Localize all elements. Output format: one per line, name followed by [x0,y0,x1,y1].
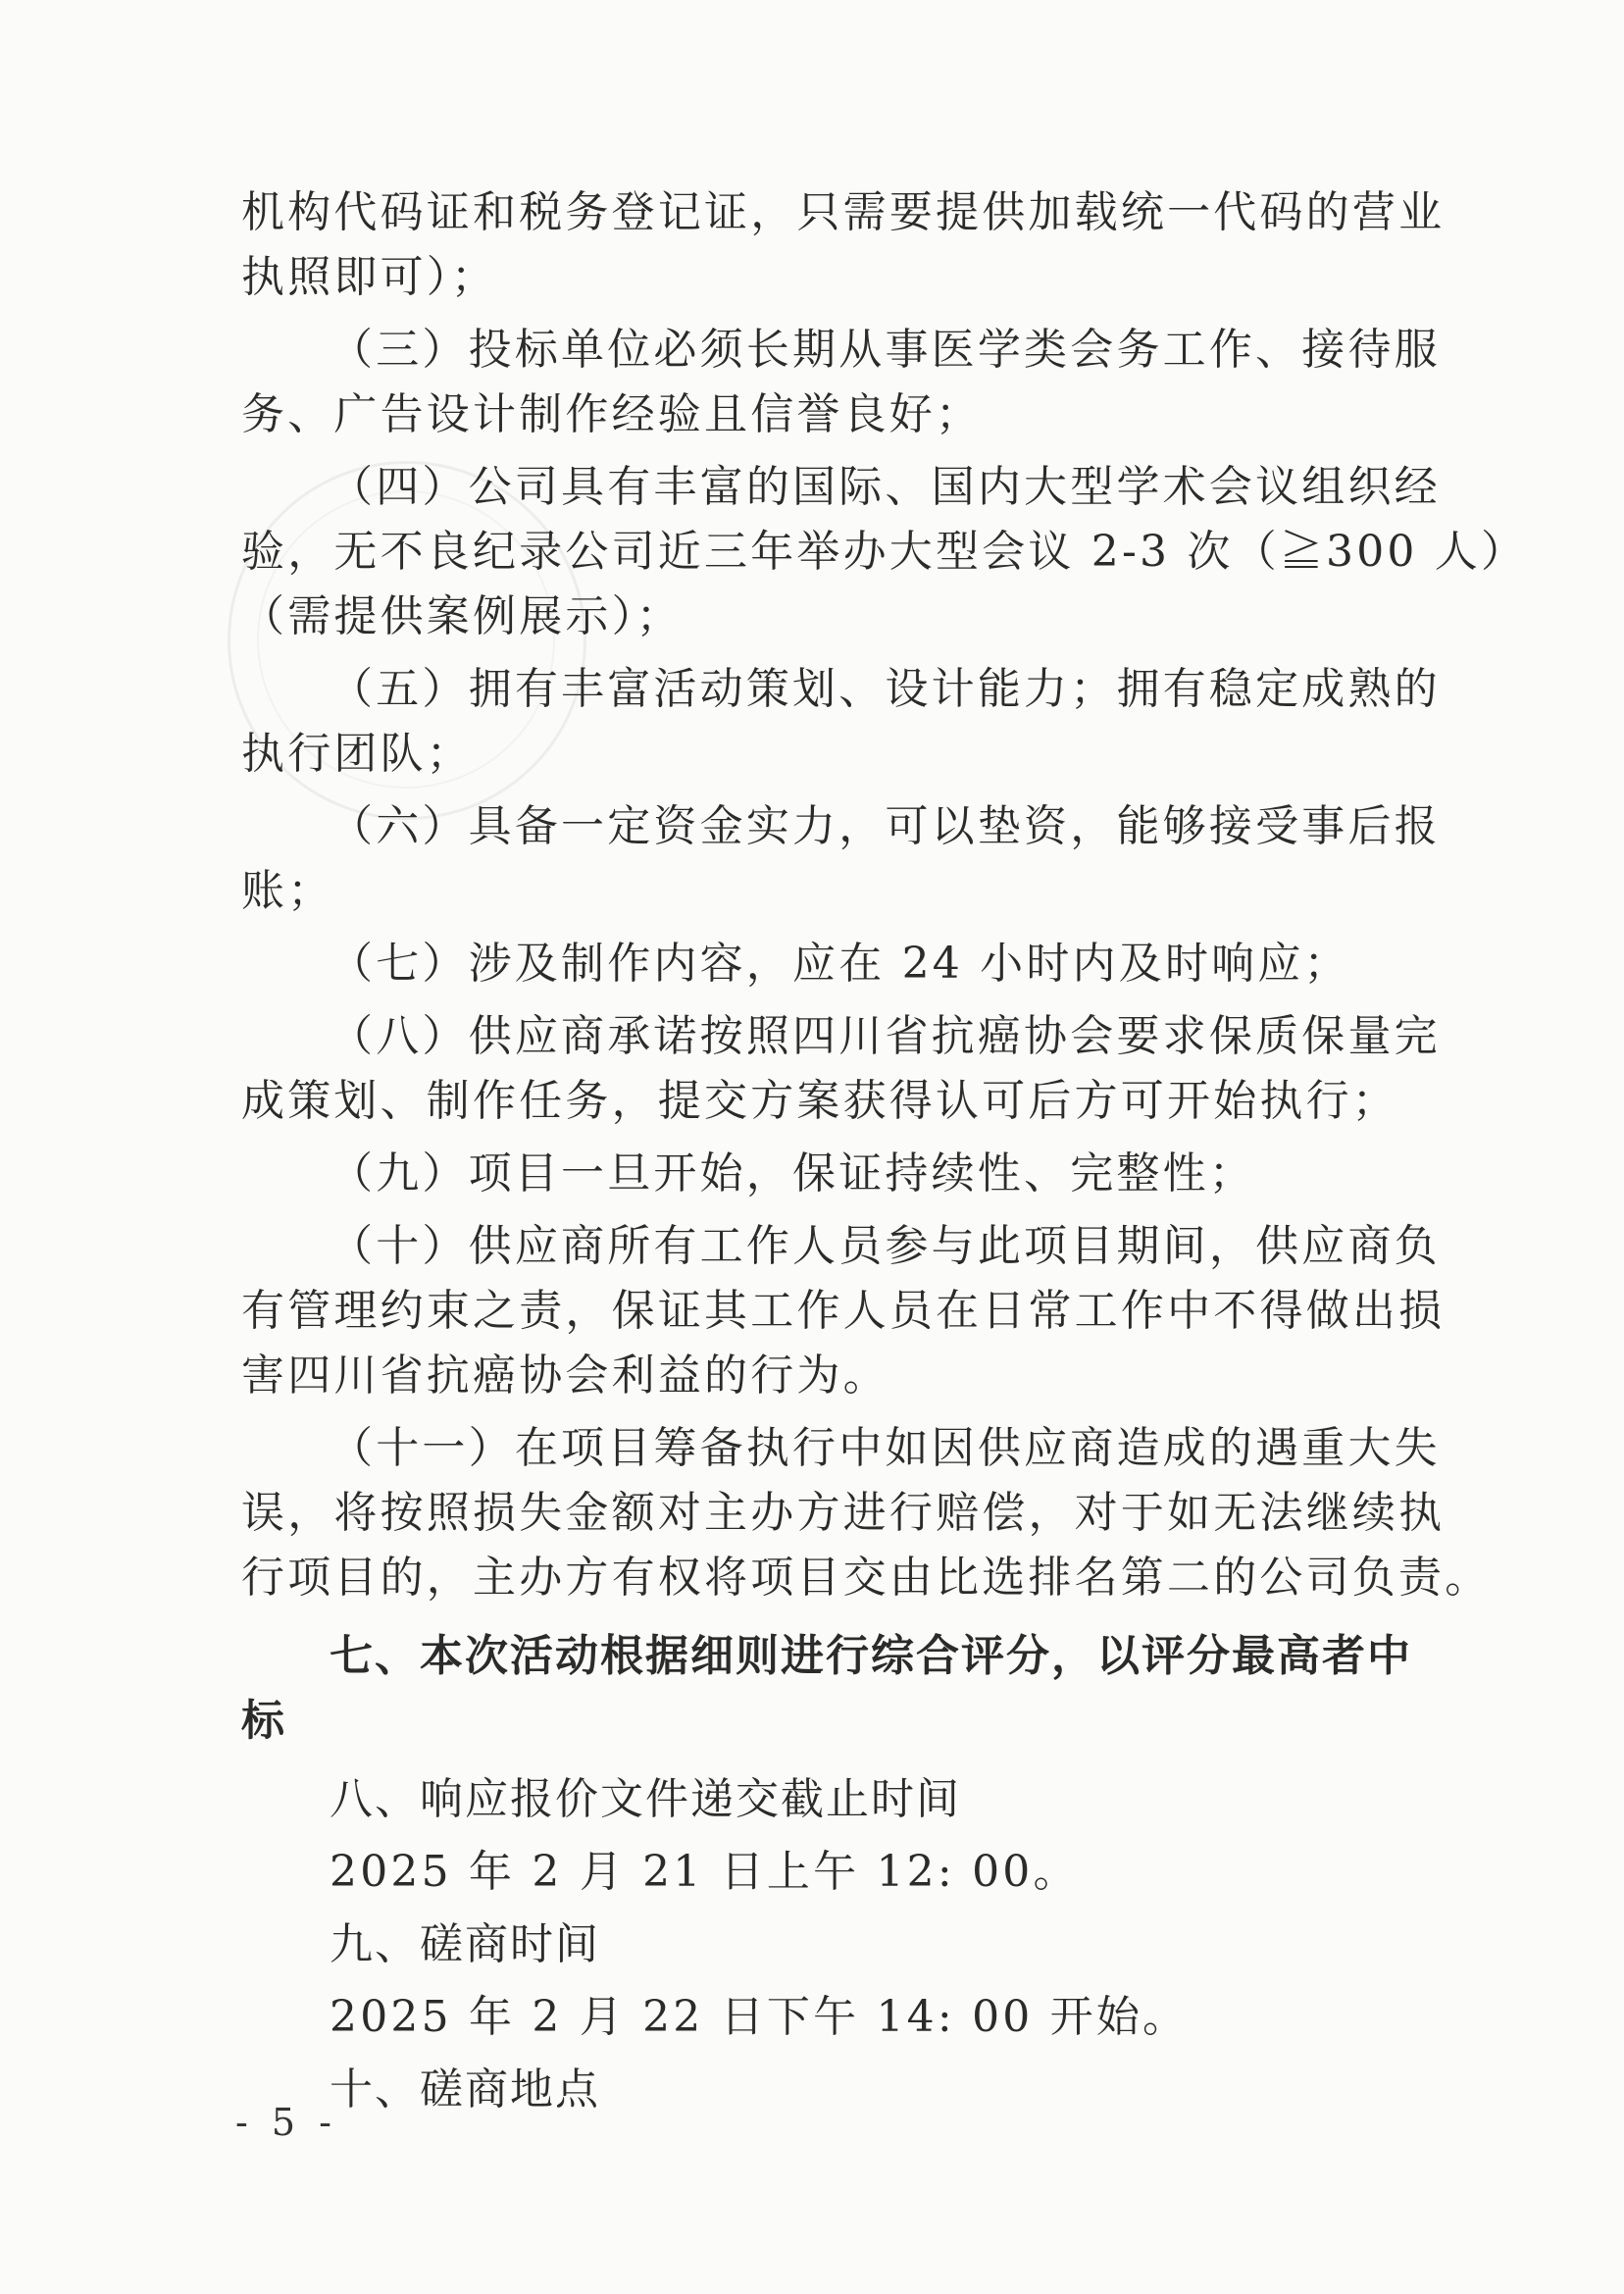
text-line: 务、广告设计制作经验且信誉良好； [241,389,983,439]
text-line: （需提供案例展示）； [241,591,683,641]
text-line: （ 四 ） 公 司 具 有 丰 富 的 国 际 、 国 内 大 型 学 术 会 议 组 织 经 [330,462,1441,512]
consultation-time-text: 2025 年 2 月 22 日下午 14: 00 开始。 [330,1992,1190,2042]
section-heading-8: 八、响应报价文件递交截止时间 [330,1774,961,1824]
text-line: 误 ， 将 按 照 损 失 金 额 对 主 办 方 进 行 赔 偿 ， 对 于 如 无 法 继 续 执 [241,1488,1446,1538]
section-heading-9: 九、磋商时间 [330,1919,600,1969]
text-line: 行项目的，主办方有权将项目交由比选排名第二的公司负责。 [241,1553,1492,1603]
text-line: 执照即可）； [241,252,498,302]
text-line: （ 八 ） 供 应 商 承 诺 按 照 四 川 省 抗 癌 协 会 要 求 保 质 保 量 完 [330,1011,1441,1061]
text-line: 验，无不良纪录公司近三年举办大型会议 2-3 次（≧300 人） [241,527,1528,577]
text-line: 机 构 代 码 证 和 税 务 登 记 证 ， 只 需 要 提 供 加 载 统 一 代 码 的 营 业 [241,187,1446,237]
text-line: （ 五 ） 拥 有 丰 富 活 动 策 划 、 设 计 能 力 ； 拥 有 稳 定 成 熟 的 [330,664,1441,714]
text-line: 账； [241,866,334,916]
text-line: 成策划、制作任务，提交方案获得认可后方可开始执行； [241,1076,1398,1126]
text-line: （ 六 ） 具 备 一 定 资 金 实 力 ， 可 以 垫 资 ， 能 够 接 受 事 后 报 [330,801,1441,851]
deadline-text: 2025 年 2 月 21 日上午 12: 00。 [330,1847,1080,1897]
page-number: - 5 - [235,2101,338,2144]
text-line: （九）项目一旦开始，保证持续性、完整性； [330,1148,1255,1198]
section-heading-7-cont: 标 [241,1696,286,1746]
text-line: （七）涉及制作内容，应在 24 小时内及时响应； [330,939,1350,989]
section-heading-7: 七、本次活动根据细则进行综合评分，以评分最高者中 [330,1631,1412,1681]
text-line: 害四川省抗癌协会利益的行为。 [241,1351,889,1401]
section-heading-10: 十、磋商地点 [330,2065,600,2115]
text-line: 有 管 理 约 束 之 责 ， 保 证 其 工 作 人 员 在 日 常 工 作 中 不 得 做 出 损 [241,1286,1446,1336]
text-line: （ 十 一 ） 在 项 目 筹 备 执 行 中 如 因 供 应 商 造 成 的 遇 重 大 失 [330,1423,1441,1473]
text-line: 执行团队； [241,729,473,779]
document-body [241,180,1528,2122]
text-line: （ 三 ） 投 标 单 位 必 须 长 期 从 事 医 学 类 会 务 工 作 、 接 待 服 [330,325,1441,375]
text-line: （ 十 ） 供 应 商 所 有 工 作 人 员 参 与 此 项 目 期 间 ， 供 应 商 负 [330,1221,1441,1271]
